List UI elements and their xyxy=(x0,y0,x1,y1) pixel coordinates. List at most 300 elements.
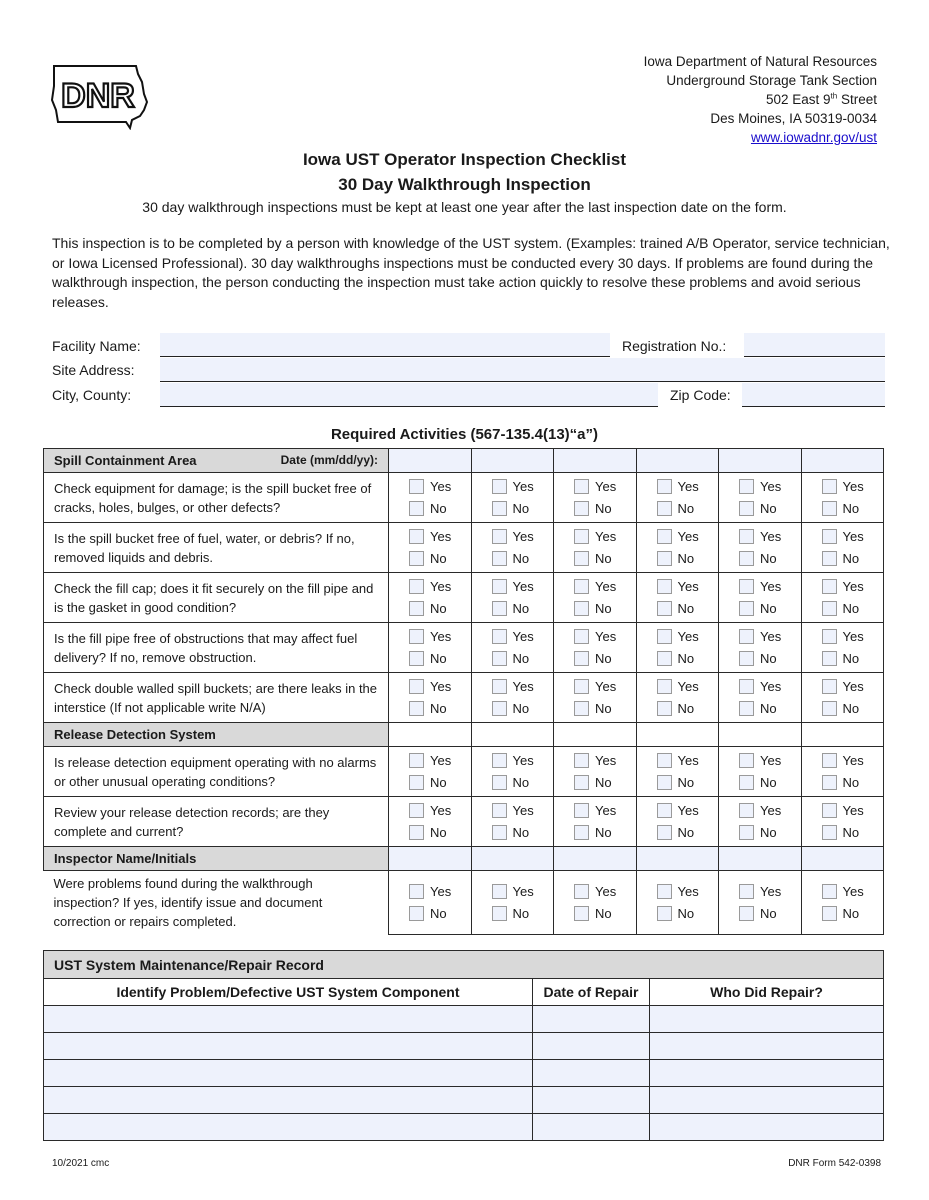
yes-option[interactable] xyxy=(492,476,554,498)
no-option[interactable] xyxy=(739,902,801,924)
repaired-by-input-cell[interactable] xyxy=(650,1033,884,1060)
no-checkbox[interactable] xyxy=(409,825,424,840)
repair-date-input-cell[interactable] xyxy=(533,1033,650,1060)
no-option[interactable] xyxy=(409,822,471,844)
repair-date-input-cell[interactable] xyxy=(533,1087,650,1114)
yes-option[interactable] xyxy=(739,526,801,548)
yes-checkbox[interactable] xyxy=(409,753,424,768)
no-option[interactable] xyxy=(822,902,884,924)
no-option[interactable] xyxy=(492,698,554,720)
no-option[interactable] xyxy=(574,822,636,844)
no-option[interactable] xyxy=(739,822,801,844)
yes-option[interactable] xyxy=(574,626,636,648)
no-option[interactable] xyxy=(739,648,801,670)
yes-label: Yes xyxy=(595,803,617,818)
no-checkbox[interactable] xyxy=(492,701,507,716)
no-option[interactable] xyxy=(822,498,884,520)
yes-label: Yes xyxy=(512,803,534,818)
no-option[interactable] xyxy=(822,548,884,570)
yes-no-cell xyxy=(389,573,472,623)
no-checkbox[interactable] xyxy=(492,651,507,666)
site-address-input[interactable] xyxy=(160,358,885,382)
no-checkbox[interactable] xyxy=(657,551,672,566)
yes-label: Yes xyxy=(430,753,452,768)
yes-checkbox[interactable] xyxy=(739,753,754,768)
no-checkbox[interactable] xyxy=(409,775,424,790)
no-option[interactable] xyxy=(822,698,884,720)
yes-checkbox[interactable] xyxy=(822,803,837,818)
no-checkbox[interactable] xyxy=(657,825,672,840)
yes-checkbox[interactable] xyxy=(574,529,589,544)
checklist-question-row xyxy=(44,523,884,573)
question-text: Check double walled spill buckets; are there leaks in the interstice (If not applicable write N/A) xyxy=(44,673,389,723)
no-option[interactable] xyxy=(822,648,884,670)
component-input-cell[interactable] xyxy=(44,1114,533,1141)
yes-checkbox[interactable] xyxy=(492,529,507,544)
yes-option[interactable] xyxy=(492,750,554,772)
yes-option[interactable] xyxy=(657,476,719,498)
yes-option[interactable] xyxy=(822,880,884,902)
no-option[interactable] xyxy=(657,902,719,924)
yes-checkbox[interactable] xyxy=(739,579,754,594)
yes-checkbox[interactable] xyxy=(492,884,507,899)
component-input-cell[interactable] xyxy=(44,1087,533,1114)
no-checkbox[interactable] xyxy=(409,651,424,666)
yes-option[interactable] xyxy=(739,880,801,902)
yes-option[interactable] xyxy=(574,750,636,772)
yes-option[interactable] xyxy=(409,800,471,822)
yes-option[interactable] xyxy=(492,576,554,598)
yes-label: Yes xyxy=(512,753,534,768)
yes-option[interactable] xyxy=(492,800,554,822)
yes-checkbox[interactable] xyxy=(822,753,837,768)
yes-label: Yes xyxy=(430,883,452,899)
no-option[interactable] xyxy=(739,498,801,520)
yes-checkbox[interactable] xyxy=(657,529,672,544)
zip-code-input[interactable] xyxy=(742,383,885,407)
no-option[interactable] xyxy=(657,698,719,720)
yes-no-cell xyxy=(636,623,719,673)
section-spacer-cell xyxy=(719,723,802,747)
agency-name: Iowa Department of Natural Resources xyxy=(643,54,877,69)
yes-label: Yes xyxy=(842,883,864,899)
yes-option[interactable] xyxy=(739,576,801,598)
yes-checkbox[interactable] xyxy=(409,884,424,899)
required-activities-title: Required Activities (567-135.4(13)“a”) xyxy=(330,426,599,443)
no-option[interactable] xyxy=(409,648,471,670)
yes-checkbox[interactable] xyxy=(409,579,424,594)
inspection-date-cell[interactable] xyxy=(719,449,802,473)
yes-checkbox[interactable] xyxy=(409,629,424,644)
no-option[interactable] xyxy=(657,772,719,794)
yes-checkbox[interactable] xyxy=(574,629,589,644)
yes-option[interactable] xyxy=(739,476,801,498)
no-checkbox[interactable] xyxy=(574,775,589,790)
no-checkbox[interactable] xyxy=(739,825,754,840)
zip-code-label: Zip Code: xyxy=(670,387,731,403)
no-checkbox[interactable] xyxy=(739,501,754,516)
agency-website-link[interactable]: www.iowadnr.gov/ust xyxy=(750,130,877,145)
no-checkbox[interactable] xyxy=(657,601,672,616)
yes-checkbox[interactable] xyxy=(657,679,672,694)
no-checkbox[interactable] xyxy=(409,701,424,716)
component-input-cell[interactable] xyxy=(44,1033,533,1060)
no-option[interactable] xyxy=(574,498,636,520)
no-checkbox[interactable] xyxy=(739,701,754,716)
yes-label: Yes xyxy=(760,579,782,594)
yes-option[interactable] xyxy=(409,676,471,698)
yes-checkbox[interactable] xyxy=(739,884,754,899)
no-label: No xyxy=(512,601,530,616)
question-text: Review your release detection records; are they complete and current? xyxy=(44,797,389,847)
yes-option[interactable] xyxy=(492,880,554,902)
no-checkbox[interactable] xyxy=(409,906,424,921)
yes-option[interactable] xyxy=(574,526,636,548)
yes-option[interactable] xyxy=(739,750,801,772)
inspector-initials-cell[interactable] xyxy=(389,847,472,871)
yes-no-cell xyxy=(636,523,719,573)
city-county-row xyxy=(52,385,131,407)
yes-option[interactable] xyxy=(574,576,636,598)
yes-option[interactable] xyxy=(657,880,719,902)
no-option[interactable] xyxy=(492,902,554,924)
yes-option[interactable] xyxy=(409,526,471,548)
yes-checkbox[interactable] xyxy=(574,679,589,694)
no-checkbox[interactable] xyxy=(822,906,837,921)
no-label: No xyxy=(512,775,530,790)
inspection-date-cell[interactable] xyxy=(636,449,719,473)
yes-option[interactable] xyxy=(492,676,554,698)
footer-revision: 10/2021 cmc xyxy=(52,1158,110,1169)
no-checkbox[interactable] xyxy=(657,501,672,516)
yes-option[interactable] xyxy=(822,800,884,822)
repaired-by-input-cell[interactable] xyxy=(650,1006,884,1033)
repaired-by-input-cell[interactable] xyxy=(650,1060,884,1087)
no-checkbox[interactable] xyxy=(739,775,754,790)
agency-section: Underground Storage Tank Section xyxy=(666,73,877,88)
no-label: No xyxy=(595,905,612,921)
yes-option[interactable] xyxy=(574,800,636,822)
no-label: No xyxy=(430,601,447,616)
no-label: No xyxy=(760,701,777,716)
no-checkbox[interactable] xyxy=(574,551,589,566)
no-checkbox[interactable] xyxy=(492,501,507,516)
yes-option[interactable] xyxy=(822,526,884,548)
no-option[interactable] xyxy=(492,498,554,520)
no-option[interactable] xyxy=(409,698,471,720)
yes-no-cell xyxy=(719,871,802,935)
yes-option[interactable] xyxy=(492,526,554,548)
city-county-input[interactable] xyxy=(160,383,658,407)
repaired-by-input-cell[interactable] xyxy=(650,1114,884,1141)
yes-label: Yes xyxy=(842,629,864,644)
inspector-initials-cell[interactable] xyxy=(636,847,719,871)
no-checkbox[interactable] xyxy=(574,651,589,666)
yes-checkbox[interactable] xyxy=(492,479,507,494)
inspection-date-cell[interactable] xyxy=(554,449,637,473)
no-option[interactable] xyxy=(822,598,884,620)
repaired-by-input-cell[interactable] xyxy=(650,1087,884,1114)
yes-label: Yes xyxy=(842,529,864,544)
inspector-initials-cell[interactable] xyxy=(554,847,637,871)
no-option[interactable] xyxy=(492,548,554,570)
no-checkbox[interactable] xyxy=(739,651,754,666)
yes-checkbox[interactable] xyxy=(822,629,837,644)
facility-name-input[interactable] xyxy=(160,333,610,357)
yes-checkbox[interactable] xyxy=(822,884,837,899)
yes-option[interactable] xyxy=(409,626,471,648)
no-option[interactable] xyxy=(822,772,884,794)
no-checkbox[interactable] xyxy=(657,906,672,921)
yes-checkbox[interactable] xyxy=(409,479,424,494)
yes-checkbox[interactable] xyxy=(492,579,507,594)
no-option[interactable] xyxy=(409,902,471,924)
no-option[interactable] xyxy=(492,772,554,794)
no-checkbox[interactable] xyxy=(822,775,837,790)
checklist-question-row xyxy=(44,573,884,623)
no-label: No xyxy=(760,775,777,790)
yes-option[interactable] xyxy=(657,800,719,822)
no-label: No xyxy=(677,501,695,516)
registration-no-input[interactable] xyxy=(744,333,885,357)
no-checkbox[interactable] xyxy=(822,701,837,716)
no-checkbox[interactable] xyxy=(409,601,424,616)
no-checkbox[interactable] xyxy=(739,601,754,616)
no-checkbox[interactable] xyxy=(739,906,754,921)
no-label: No xyxy=(595,601,612,616)
no-option[interactable] xyxy=(574,902,636,924)
registration-no-label: Registration No.: xyxy=(622,338,727,354)
yes-option[interactable] xyxy=(739,626,801,648)
yes-checkbox[interactable] xyxy=(492,629,507,644)
yes-no-cell xyxy=(636,871,719,935)
yes-checkbox[interactable] xyxy=(822,529,837,544)
yes-label: Yes xyxy=(512,529,534,544)
no-option[interactable] xyxy=(657,598,719,620)
no-option[interactable] xyxy=(409,548,471,570)
no-option[interactable] xyxy=(657,648,719,670)
yes-no-cell xyxy=(389,623,472,673)
yes-option[interactable] xyxy=(657,576,719,598)
no-label: No xyxy=(677,551,695,566)
yes-checkbox[interactable] xyxy=(739,629,754,644)
no-option[interactable] xyxy=(657,548,719,570)
yes-checkbox[interactable] xyxy=(574,884,589,899)
component-input-cell[interactable] xyxy=(44,1006,533,1033)
no-label: No xyxy=(595,775,612,790)
no-checkbox[interactable] xyxy=(492,906,507,921)
yes-label: Yes xyxy=(595,753,617,768)
no-checkbox[interactable] xyxy=(574,906,589,921)
no-label: No xyxy=(430,651,447,666)
yes-option[interactable] xyxy=(822,676,884,698)
yes-label: Yes xyxy=(430,479,452,494)
no-option[interactable] xyxy=(492,822,554,844)
yes-checkbox[interactable] xyxy=(492,803,507,818)
no-option[interactable] xyxy=(409,498,471,520)
yes-no-cell xyxy=(554,473,637,523)
yes-no-cell xyxy=(801,797,884,847)
yes-option[interactable] xyxy=(739,800,801,822)
no-checkbox[interactable] xyxy=(492,825,507,840)
yes-checkbox[interactable] xyxy=(574,803,589,818)
no-option[interactable] xyxy=(574,548,636,570)
no-option[interactable] xyxy=(574,598,636,620)
yes-checkbox[interactable] xyxy=(574,479,589,494)
no-checkbox[interactable] xyxy=(657,701,672,716)
yes-checkbox[interactable] xyxy=(739,803,754,818)
no-option[interactable] xyxy=(492,648,554,670)
yes-checkbox[interactable] xyxy=(657,884,672,899)
yes-option[interactable] xyxy=(409,750,471,772)
no-checkbox[interactable] xyxy=(574,501,589,516)
no-label: No xyxy=(512,905,530,921)
yes-checkbox[interactable] xyxy=(409,679,424,694)
yes-option[interactable] xyxy=(492,626,554,648)
yes-no-cell xyxy=(389,523,472,573)
no-checkbox[interactable] xyxy=(492,601,507,616)
yes-label: Yes xyxy=(595,629,617,644)
question-text: Check the fill cap; does it fit securely on the fill pipe and is the gasket in good condition? xyxy=(44,573,389,623)
inspection-date-cell[interactable] xyxy=(471,449,554,473)
yes-option[interactable] xyxy=(409,880,471,902)
yes-option[interactable] xyxy=(409,476,471,498)
checklist-question-row xyxy=(44,797,884,847)
no-option[interactable] xyxy=(574,648,636,670)
yes-label: Yes xyxy=(677,883,699,899)
yes-checkbox[interactable] xyxy=(822,579,837,594)
no-checkbox[interactable] xyxy=(574,825,589,840)
yes-option[interactable] xyxy=(574,476,636,498)
no-option[interactable] xyxy=(739,548,801,570)
yes-option[interactable] xyxy=(822,576,884,598)
repair-date-input-cell[interactable] xyxy=(533,1006,650,1033)
yes-option[interactable] xyxy=(657,750,719,772)
yes-checkbox[interactable] xyxy=(409,529,424,544)
yes-checkbox[interactable] xyxy=(657,803,672,818)
yes-option[interactable] xyxy=(574,676,636,698)
component-input-cell[interactable] xyxy=(44,1060,533,1087)
yes-no-cell xyxy=(554,747,637,797)
no-option[interactable] xyxy=(739,772,801,794)
inspection-checklist-table xyxy=(43,448,884,935)
yes-label: Yes xyxy=(677,529,699,544)
no-label: No xyxy=(677,651,695,666)
no-option[interactable] xyxy=(409,598,471,620)
no-option[interactable] xyxy=(492,598,554,620)
yes-label: Yes xyxy=(760,679,782,694)
yes-label: Yes xyxy=(760,629,782,644)
yes-checkbox[interactable] xyxy=(492,679,507,694)
yes-checkbox[interactable] xyxy=(657,629,672,644)
yes-checkbox[interactable] xyxy=(574,753,589,768)
no-checkbox[interactable] xyxy=(822,651,837,666)
column-header-who: Who Did Repair? xyxy=(650,979,884,1006)
yes-checkbox[interactable] xyxy=(657,579,672,594)
no-label: No xyxy=(430,775,447,790)
yes-checkbox[interactable] xyxy=(492,753,507,768)
no-option[interactable] xyxy=(409,772,471,794)
yes-checkbox[interactable] xyxy=(409,803,424,818)
checklist-question-row xyxy=(44,871,884,935)
inspector-initials-cell[interactable] xyxy=(801,847,884,871)
no-option[interactable] xyxy=(739,598,801,620)
yes-option[interactable] xyxy=(657,676,719,698)
no-option[interactable] xyxy=(574,772,636,794)
facility-name-row xyxy=(52,336,141,358)
no-label: No xyxy=(512,701,530,716)
no-label: No xyxy=(512,501,530,516)
yes-option[interactable] xyxy=(822,750,884,772)
yes-no-cell xyxy=(801,623,884,673)
no-checkbox[interactable] xyxy=(822,601,837,616)
no-checkbox[interactable] xyxy=(657,651,672,666)
no-checkbox[interactable] xyxy=(574,601,589,616)
yes-label: Yes xyxy=(512,479,534,494)
yes-option[interactable] xyxy=(574,880,636,902)
yes-option[interactable] xyxy=(657,626,719,648)
section-spacer-cell xyxy=(471,723,554,747)
yes-option[interactable] xyxy=(409,576,471,598)
no-option[interactable] xyxy=(822,822,884,844)
no-checkbox[interactable] xyxy=(822,551,837,566)
no-checkbox[interactable] xyxy=(492,775,507,790)
no-checkbox[interactable] xyxy=(409,501,424,516)
no-option[interactable] xyxy=(657,498,719,520)
no-checkbox[interactable] xyxy=(822,825,837,840)
no-label: No xyxy=(430,501,447,516)
yes-checkbox[interactable] xyxy=(822,479,837,494)
no-label: No xyxy=(595,651,612,666)
no-label: No xyxy=(842,651,860,666)
inspection-date-cell[interactable] xyxy=(389,449,472,473)
no-label: No xyxy=(677,905,695,921)
no-label: No xyxy=(842,825,860,840)
no-option[interactable] xyxy=(739,698,801,720)
yes-option[interactable] xyxy=(657,526,719,548)
section-spacer-cell xyxy=(801,723,884,747)
yes-checkbox[interactable] xyxy=(739,479,754,494)
yes-checkbox[interactable] xyxy=(822,679,837,694)
no-checkbox[interactable] xyxy=(574,701,589,716)
yes-checkbox[interactable] xyxy=(739,529,754,544)
repair-date-input-cell[interactable] xyxy=(533,1114,650,1141)
no-checkbox[interactable] xyxy=(409,551,424,566)
no-label: No xyxy=(595,701,612,716)
yes-checkbox[interactable] xyxy=(657,753,672,768)
no-option[interactable] xyxy=(574,698,636,720)
no-option[interactable] xyxy=(657,822,719,844)
yes-label: Yes xyxy=(677,479,699,494)
no-label: No xyxy=(842,701,860,716)
yes-option[interactable] xyxy=(822,476,884,498)
repair-date-input-cell[interactable] xyxy=(533,1060,650,1087)
inspector-initials-cell[interactable] xyxy=(719,847,802,871)
inspector-initials-cell[interactable] xyxy=(471,847,554,871)
no-checkbox[interactable] xyxy=(822,501,837,516)
yes-checkbox[interactable] xyxy=(657,479,672,494)
yes-option[interactable] xyxy=(822,626,884,648)
yes-option[interactable] xyxy=(739,676,801,698)
yes-no-cell xyxy=(719,747,802,797)
no-checkbox[interactable] xyxy=(739,551,754,566)
title-block xyxy=(0,147,929,217)
no-checkbox[interactable] xyxy=(492,551,507,566)
yes-checkbox[interactable] xyxy=(739,679,754,694)
no-checkbox[interactable] xyxy=(657,775,672,790)
yes-checkbox[interactable] xyxy=(574,579,589,594)
inspection-date-cell[interactable] xyxy=(801,449,884,473)
